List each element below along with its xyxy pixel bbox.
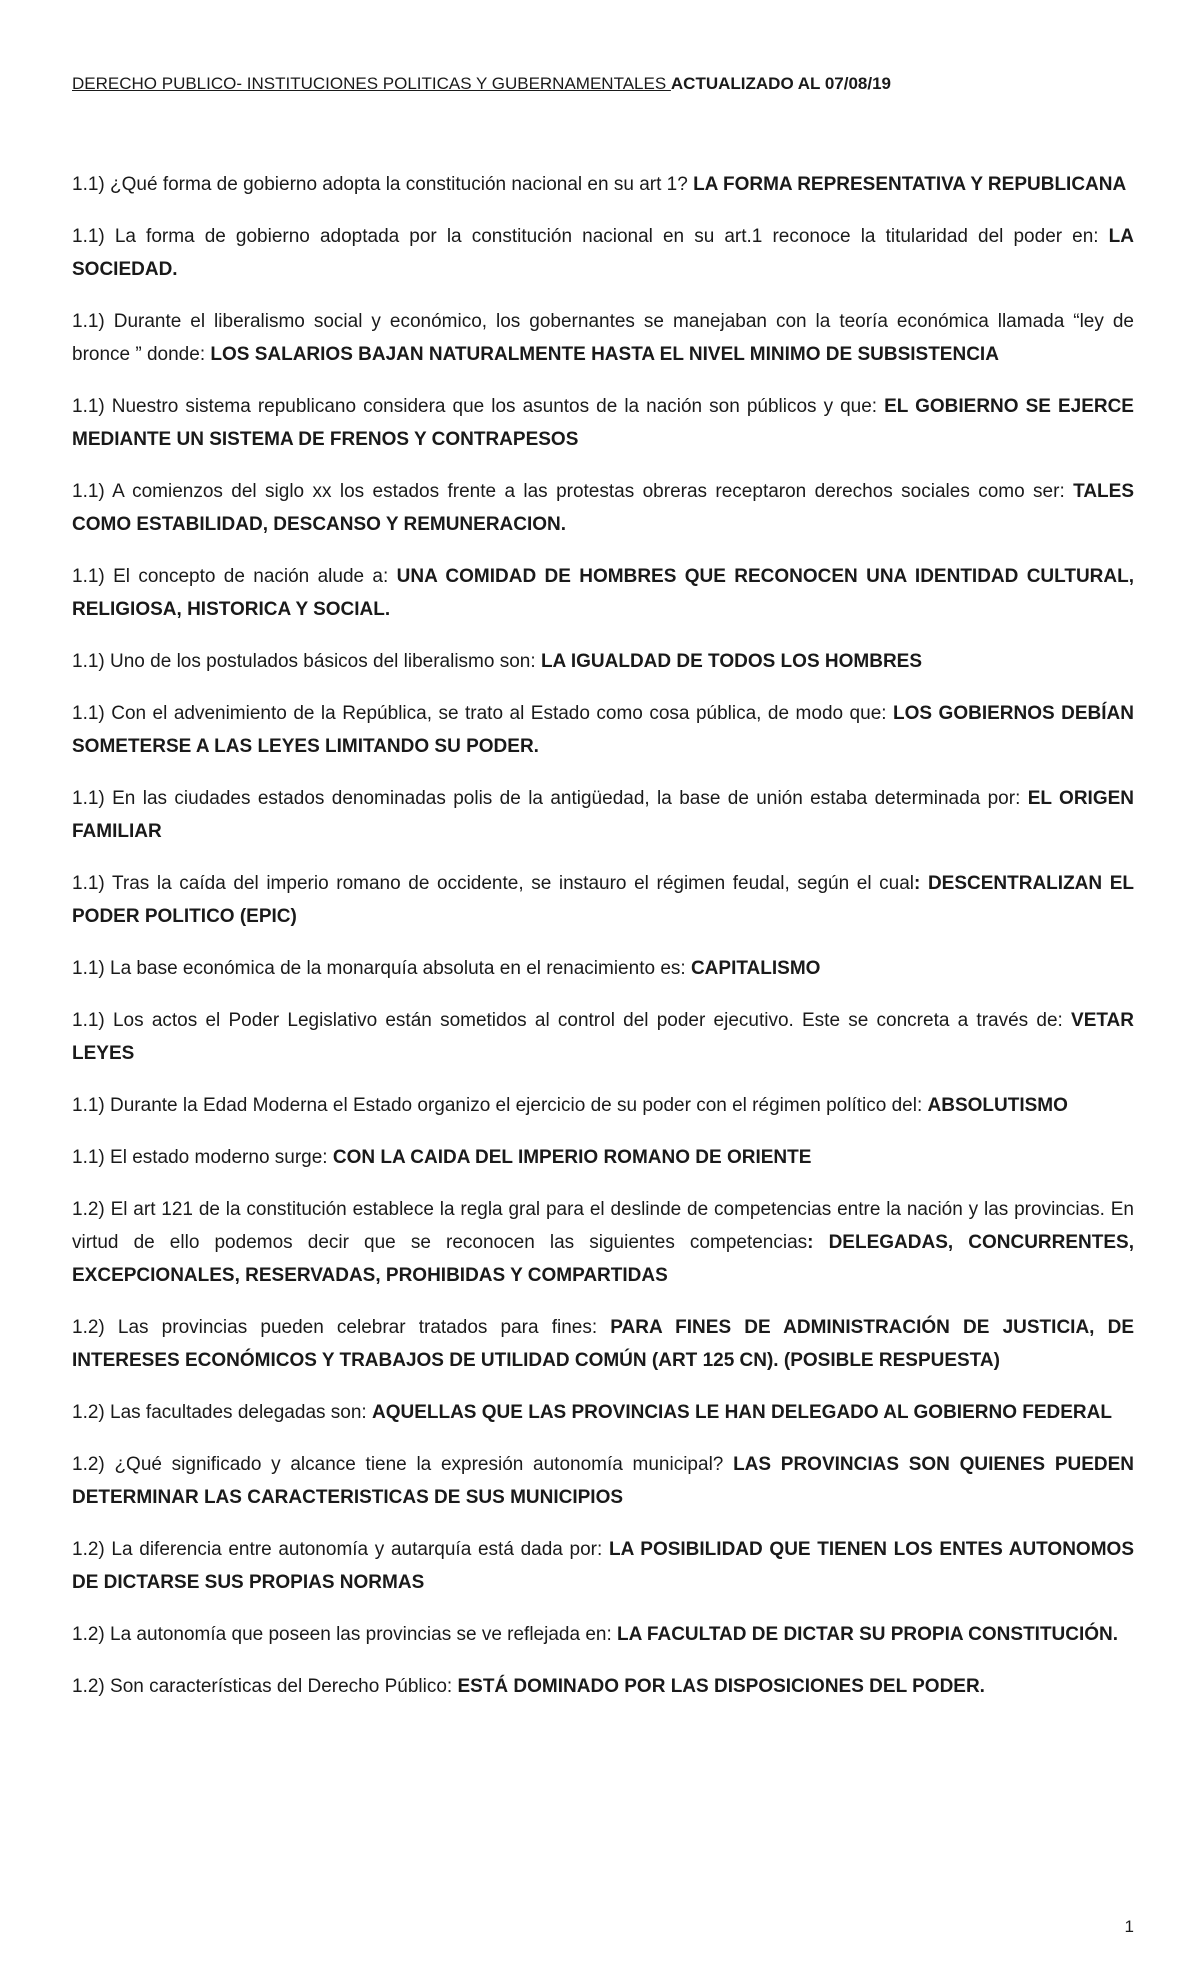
question-text: 1.1) La forma de gobierno adoptada por la constitución nacional en su art.1 reconoce la titularidad del poder en: [72, 226, 1109, 247]
question-text: 1.1) A comienzos del siglo xx los estados frente a las protestas obreras receptaron derechos sociales como ser: [72, 481, 1074, 502]
question-text: 1.1) Durante el liberalismo social y económico, los gobernantes se manejaban con la teoría económica llamada “ley de bronce ” donde: [72, 311, 1134, 365]
qa-item [72, 697, 1134, 763]
qa-item [72, 390, 1134, 456]
question-text: 1.2) ¿Qué significado y alcance tiene la expresión autonomía municipal? [72, 1454, 734, 1475]
answer-text: VETAR LEYES [72, 1010, 1134, 1064]
answer-text: ESTÁ DOMINADO POR LAS DISPOSICIONES DEL PODER. [457, 1676, 985, 1697]
question-text: 1.1) Tras la caída del imperio romano de occidente, se instauro el régimen feudal, según el cual [72, 873, 915, 894]
question-text: 1.1) Con el advenimiento de la República, se trato al Estado como cosa pública, de modo que: [72, 703, 894, 724]
answer-text: ABSOLUTISMO [927, 1095, 1068, 1116]
qa-item [72, 475, 1134, 541]
answer-text: LA IGUALDAD DE TODOS LOS HOMBRES [540, 651, 923, 672]
qa-item [72, 1396, 1134, 1429]
header-updated-date: ACTUALIZADO AL 07/08/19 [670, 74, 892, 93]
page-number: 1 [1124, 1917, 1134, 1936]
question-text: 1.2) Las provincias pueden celebrar tratados para fines: [72, 1317, 611, 1338]
answer-text: TALES COMO ESTABILIDAD, DESCANSO Y REMUNERACION. [72, 481, 1134, 535]
answer-text: EL GOBIERNO SE EJERCE MEDIANTE UN SISTEMA DE FRENOS Y CONTRAPESOS [72, 396, 1134, 450]
qa-item [72, 1618, 1134, 1651]
qa-item [72, 1311, 1134, 1377]
answer-text: : DELEGADAS, CONCURRENTES, EXCEPCIONALES, RESERVADAS, PROHIBIDAS Y COMPARTIDAS [72, 1232, 1134, 1286]
qa-item [72, 560, 1134, 626]
answer-text: CAPITALISMO [690, 958, 821, 979]
question-text: 1.2) Son características del Derecho Público: [72, 1676, 458, 1697]
answer-text: LA SOCIEDAD. [72, 226, 1134, 280]
header-title: DERECHO PUBLICO- INSTITUCIONES POLITICAS Y GUBERNAMENTALES [72, 74, 671, 93]
answer-text: LOS GOBIERNOS DEBÍAN SOMETERSE A LAS LEYES LIMITANDO SU PODER. [72, 703, 1134, 757]
answer-text: : DESCENTRALIZAN EL PODER POLITICO (EPIC) [72, 873, 1134, 927]
question-text: 1.2) La autonomía que poseen las provincias se ve reflejada en: [72, 1624, 618, 1645]
question-text: 1.2) El art 121 de la constitución establece la regla gral para el deslinde de competencias entre la nación y las provincias. En virtud de ello podemos decir que se reconocen las siguientes competencias [72, 1199, 1134, 1253]
question-text: 1.2) Las facultades delegadas son: [72, 1402, 372, 1423]
qa-item [72, 1193, 1134, 1292]
qa-item [72, 1141, 1134, 1174]
qa-item [72, 782, 1134, 848]
question-text: 1.1) Durante la Edad Moderna el Estado organizo el ejercicio de su poder con el régimen político del: [72, 1095, 928, 1116]
qa-item [72, 220, 1134, 286]
qa-item [72, 1089, 1134, 1122]
answer-text: LA FACULTAD DE DICTAR SU PROPIA CONSTITUCIÓN. [617, 1624, 1119, 1645]
answer-text: LOS SALARIOS BAJAN NATURALMENTE HASTA EL NIVEL MINIMO DE SUBSISTENCIA [210, 344, 999, 365]
question-text: 1.1) El concepto de nación alude a: [72, 566, 397, 587]
answer-text: LA POSIBILIDAD QUE TIENEN LOS ENTES AUTONOMOS DE DICTARSE SUS PROPIAS NORMAS [72, 1539, 1134, 1593]
qa-item [72, 1670, 1134, 1703]
qa-item [72, 867, 1134, 933]
answer-text: LAS PROVINCIAS SON QUIENES PUEDEN DETERMINAR LAS CARACTERISTICAS DE SUS MUNICIPIOS [72, 1454, 1134, 1508]
qa-item [72, 1448, 1134, 1514]
qa-item [72, 952, 1134, 985]
qa-item [72, 305, 1134, 371]
question-text: 1.1) ¿Qué forma de gobierno adopta la constitución nacional en su art 1? [72, 174, 694, 195]
question-text: 1.1) El estado moderno surge: [72, 1147, 333, 1168]
qa-item [72, 168, 1134, 201]
question-text: 1.1) Los actos el Poder Legislativo están sometidos al control del poder ejecutivo. Este se concreta a través de: [72, 1010, 1072, 1031]
answer-text: AQUELLAS QUE LAS PROVINCIAS LE HAN DELEGADO AL GOBIERNO FEDERAL [371, 1402, 1112, 1423]
qa-item [72, 645, 1134, 678]
qa-item [72, 1533, 1134, 1599]
answer-text: PARA FINES DE ADMINISTRACIÓN DE JUSTICIA, DE INTERESES ECONÓMICOS Y TRABAJOS DE UTILIDAD COMÚN (ART 125 CN). (POSIBLE RESPUESTA) [72, 1317, 1134, 1371]
question-text: 1.2) La diferencia entre autonomía y autarquía está dada por: [72, 1539, 609, 1560]
answer-text: LA FORMA REPRESENTATIVA Y REPUBLICANA [693, 174, 1127, 195]
answer-text: UNA COMIDAD DE HOMBRES QUE RECONOCEN UNA IDENTIDAD CULTURAL, RELIGIOSA, HISTORICA Y SOCIAL. [72, 566, 1135, 620]
question-text: 1.1) En las ciudades estados denominadas polis de la antigüedad, la base de unión estaba determinada por: [72, 788, 1028, 809]
answer-text: EL ORIGEN FAMILIAR [72, 788, 1135, 842]
question-text: 1.1) Uno de los postulados básicos del liberalismo son: [72, 651, 541, 672]
answer-text: CON LA CAIDA DEL IMPERIO ROMANO DE ORIENTE [332, 1147, 812, 1168]
question-text: 1.1) La base económica de la monarquía absoluta en el renacimiento es: [72, 958, 691, 979]
question-text: 1.1) Nuestro sistema republicano considera que los asuntos de la nación son públicos y que: [72, 396, 885, 417]
qa-item [72, 1004, 1134, 1070]
question-answer-list [72, 168, 1134, 1722]
document-header [72, 74, 891, 94]
